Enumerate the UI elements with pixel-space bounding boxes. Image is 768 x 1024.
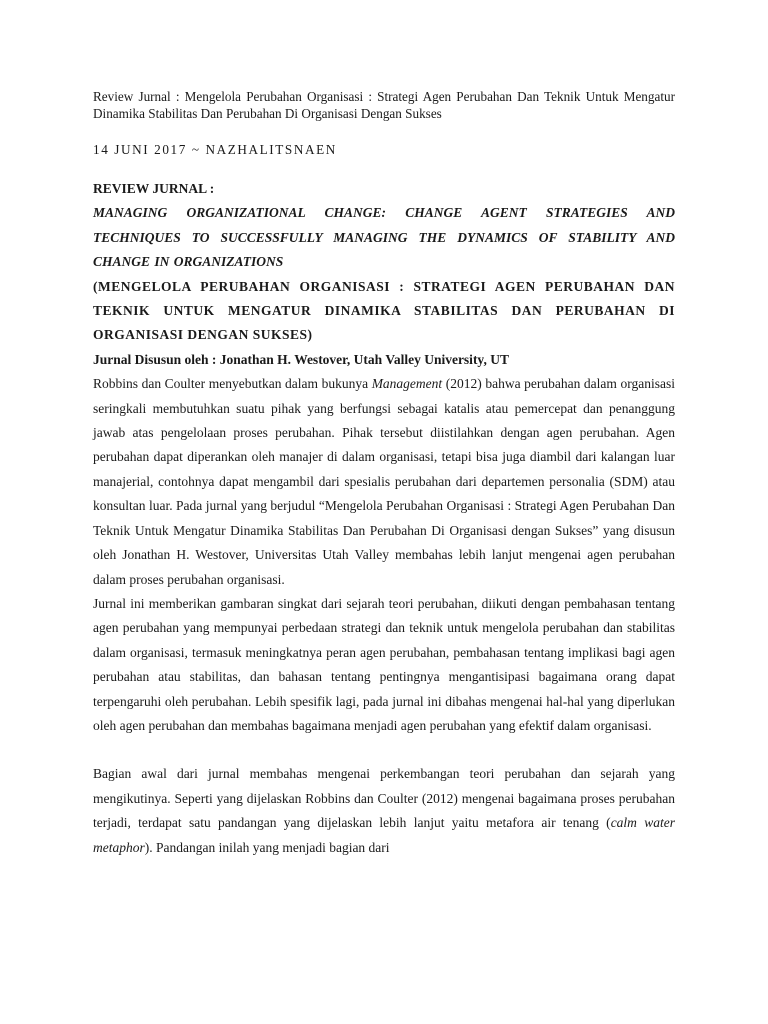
post-author: NAZHALITSNAEN: [205, 142, 337, 157]
paragraph-gap: [93, 738, 675, 762]
journal-author-line: Jurnal Disusun oleh : Jonathan H. Westover, Utah Valley University, UT: [93, 351, 509, 367]
document-page: [93, 88, 675, 860]
paragraph-3: [93, 762, 675, 860]
english-title: MANAGING ORGANIZATIONAL CHANGE: CHANGE AGENT STRATEGIES AND TECHNIQUES TO SUCCESSFULLY MANAGING THE DYNAMICS OF STABILITY AND CHANGE IN ORGANIZATIONS: [93, 205, 675, 270]
post-title-text: Review Jurnal : Mengelola Perubahan Organisasi : Strategi Agen Perubahan Dan Teknik Untuk Mengatur Dinamika Stabilitas Dan Perubahan Di Organisasi Dengan Sukses: [93, 89, 675, 121]
review-label: REVIEW JURNAL :: [93, 181, 215, 196]
metaphor-term: calm water metaphor: [93, 815, 675, 855]
indonesian-title: (MENGELOLA PERUBAHAN ORGANISASI : STRATEGI AGEN PERUBAHAN DAN TEKNIK UNTUK MENGATUR DINAMIKA STABILITAS DAN PERUBAHAN DI ORGANISASI DENGAN SUKSES): [93, 278, 675, 343]
post-title: [93, 88, 675, 122]
post-date: 14 JUNI 2017: [93, 142, 187, 157]
paragraph-1-body: (2012) bahwa perubahan dalam organisasi seringkali membutuhkan suatu pihak yang berfungsi sebagai katalis atau pemercepat dan penanggung jawab atas pengelolaan proses perubahan. Pihak tersebut diistilahkan dengan agen perubahan. Agen perubahan dapat diperankan oleh manajer di dalam organisasi, tetapi bisa juga diambil dari kalangan luar manajerial, contohnya dapat mengambil dari spesialis perubahan dari departemen personalia (SDM) atau konsultan luar. Pada jurnal yang berjudul “Mengelola Perubahan Organisasi : Strategi Agen Perubahan Dan Teknik Untuk Mengatur Dinamika Stabilitas Dan Perubahan Di Organisasi dengan Sukses” yang disusun oleh Jonathan H. Westover, Universitas Utah Valley membahas lebih lanjut mengenai agen perubahan dalam proses perubahan organisasi.: [93, 376, 675, 587]
paragraph-3-tail: ). Pandangan inilah yang menjadi bagian dari: [144, 839, 390, 855]
paragraph-3-lead: Bagian awal dari jurnal membahas mengenai perkembangan teori perubahan dan sejarah yang mengikutinya. Seperti yang dijelaskan Robbins dan Coulter (2012) mengenai bagaimana proses perubahan terjadi, terdapat satu pandangan yang dijelaskan lebih lanjut yaitu metafora air tenang (: [93, 766, 675, 831]
paragraph-2: Jurnal ini memberikan gambaran singkat dari sejarah teori perubahan, diikuti dengan pembahasan tentang agen perubahan yang mempunyai perbedaan strategi dan teknik untuk mengelola perubahan dan stabilitas dalam organisasi, termasuk meningkatnya peran agen perubahan, pembahasan tentang implikasi bagi agen perubahan atau stabilitas, dan bahasan tentang pentingnya mengantisipasi bagaimana orang dapat terpengaruhi oleh perubahan. Lebih spesifik lagi, pada jurnal ini dibahas mengenai hal-hal yang diperlukan oleh agen perubahan dan membahas bagaimana menjadi agen perubahan yang efektif dalam organisasi.: [93, 595, 675, 733]
post-meta: [93, 141, 675, 158]
book-title: Management: [371, 376, 443, 392]
review-heading-block: [93, 177, 675, 372]
meta-separator: ~: [186, 142, 206, 157]
paragraph-1-lead: Robbins dan Coulter menyebutkan dalam bukunya: [93, 376, 372, 392]
paragraph-1: [93, 372, 675, 592]
